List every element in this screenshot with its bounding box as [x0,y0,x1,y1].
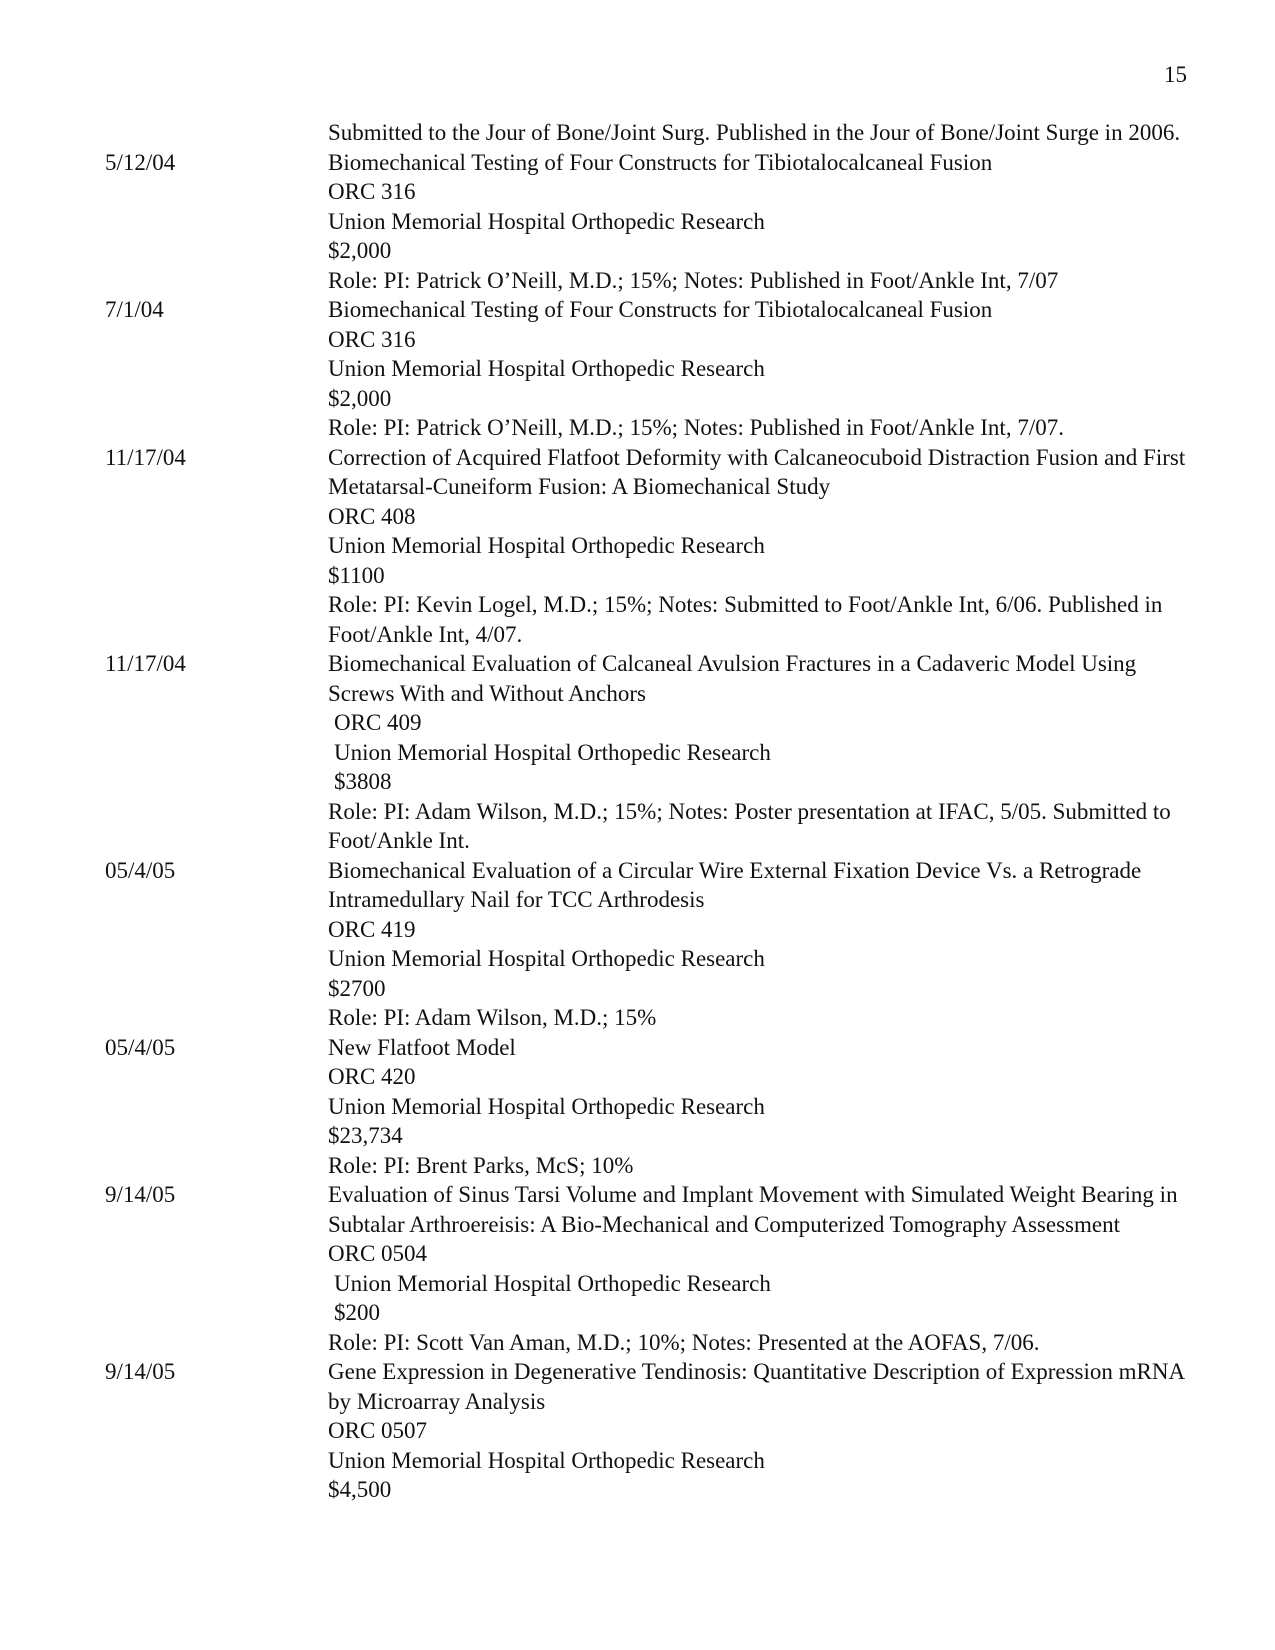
entry-title: Biomechanical Testing of Four Constructs for Tibiotalocalcaneal Fusion [328,297,993,322]
entry-orc-number: ORC 0507 [328,1418,428,1443]
entry-sponsor: Union Memorial Hospital Orthopedic Research [334,1270,771,1296]
page-number: 15 [1164,62,1187,87]
entry-details [328,118,1195,148]
entry-title: Biomechanical Testing of Four Constructs for Tibiotalocalcaneal Fusion [328,149,993,175]
entry-amount: $2,000 [328,385,392,411]
entry-title: Biomechanical Evaluation of a Circular Wire External Fixation Device Vs. a Retrograde Intramedullary Nail for TCC Arthrodesis [328,857,1142,912]
entry-date: 7/1/04 [105,297,164,322]
entry-date: 11/17/04 [105,444,186,470]
entry-details [328,295,1195,443]
entry-role: Role: PI: Kevin Logel, M.D.; 15%; Notes: Submitted to Foot/Ankle Int, 6/06. Published in Foot/Ankle Int, 4/07. [328,592,1163,647]
entry-amount: $2,000 [328,238,392,263]
entry-amount: $1100 [328,562,385,588]
grant-entry-0 [105,118,1195,148]
entry-details [328,1357,1195,1505]
entry-amount: $23,734 [328,1123,403,1148]
entry-sponsor: Union Memorial Hospital Orthopedic Research [328,356,765,381]
entry-details [328,649,1195,856]
entry-details [328,1180,1195,1357]
entry-amount: $4,500 [328,1477,392,1502]
entry-date [105,118,328,148]
grant-entry-4 [105,649,1195,856]
grant-entry-5 [105,856,1195,1033]
entry-sponsor: Union Memorial Hospital Orthopedic Research [328,1447,765,1473]
entry-date: 9/14/05 [105,1182,176,1207]
entry-role: Role: PI: Patrick O’Neill, M.D.; 15%; Notes: Published in Foot/Ankle Int, 7/07 [328,267,1059,293]
entry-role: Role: PI: Adam Wilson, M.D.; 15% [328,1005,657,1030]
entry-sponsor: Union Memorial Hospital Orthopedic Research [328,1093,765,1119]
grant-entry-2 [105,295,1195,443]
entry-sponsor: Union Memorial Hospital Orthopedic Research [328,946,765,971]
entry-orc-number: ORC 316 [328,179,416,204]
entry-amount: $2700 [328,975,386,1001]
entry-orc-number: ORC 419 [328,916,416,942]
grant-entry-7 [105,1180,1195,1357]
entry-orc-number: ORC 408 [328,503,416,529]
entry-date: 11/17/04 [105,651,186,676]
entry-title: Gene Expression in Degenerative Tendinosis: Quantitative Description of Expression mRNA by Microarray Analysis [328,1359,1184,1414]
entry-details [328,148,1195,296]
entry-details [328,856,1195,1033]
entry-sponsor: Union Memorial Hospital Orthopedic Research [328,208,765,234]
entry-date: 05/4/05 [105,857,176,883]
entry-role: Role: PI: Brent Parks, McS; 10% [328,1152,634,1178]
entry-orc-number: ORC 409 [334,710,422,735]
entry-details [328,1033,1195,1181]
grants-list [105,118,1195,1505]
entry-role: Role: PI: Adam Wilson, M.D.; 15%; Notes: Poster presentation at IFAC, 5/05. Submitted to Foot/Ankle Int. [328,798,1171,853]
grant-entry-8 [105,1357,1195,1505]
entry-sponsor: Union Memorial Hospital Orthopedic Research [328,533,765,558]
entry-role: Role: PI: Scott Van Aman, M.D.; 10%; Notes: Presented at the AOFAS, 7/06. [328,1329,1040,1355]
entry-details [328,443,1195,650]
entry-note: Submitted to the Jour of Bone/Joint Surg. Published in the Jour of Bone/Joint Surge in 2006. [328,120,1181,145]
entry-title: Biomechanical Evaluation of Calcaneal Avulsion Fractures in a Cadaveric Model Using Screws With and Without Anchors [328,651,1137,706]
grant-entry-3 [105,443,1195,650]
entry-orc-number: ORC 0504 [328,1241,428,1266]
entry-date: 9/14/05 [105,1359,176,1384]
entry-title: New Flatfoot Model [328,1034,516,1060]
grant-entry-1 [105,148,1195,296]
entry-amount: $3808 [334,769,392,794]
entry-orc-number: ORC 420 [328,1064,416,1089]
entry-role: Role: PI: Patrick O’Neill, M.D.; 15%; Notes: Published in Foot/Ankle Int, 7/07. [328,415,1064,440]
entry-title: Correction of Acquired Flatfoot Deformity with Calcaneocuboid Distraction Fusion and First Metatarsal-Cuneiform Fusion: A Biomechanical Study [328,444,1186,499]
entry-amount: $200 [334,1300,380,1325]
entry-sponsor: Union Memorial Hospital Orthopedic Research [334,739,771,765]
entry-orc-number: ORC 316 [328,326,416,352]
entry-date: 5/12/04 [105,149,176,175]
entry-date: 05/4/05 [105,1034,176,1060]
grant-entry-6 [105,1033,1195,1181]
entry-title: Evaluation of Sinus Tarsi Volume and Implant Movement with Simulated Weight Bearing in Subtalar Arthroereisis: A Bio-Mechanical and Computerized Tomography Assessment [328,1182,1178,1237]
